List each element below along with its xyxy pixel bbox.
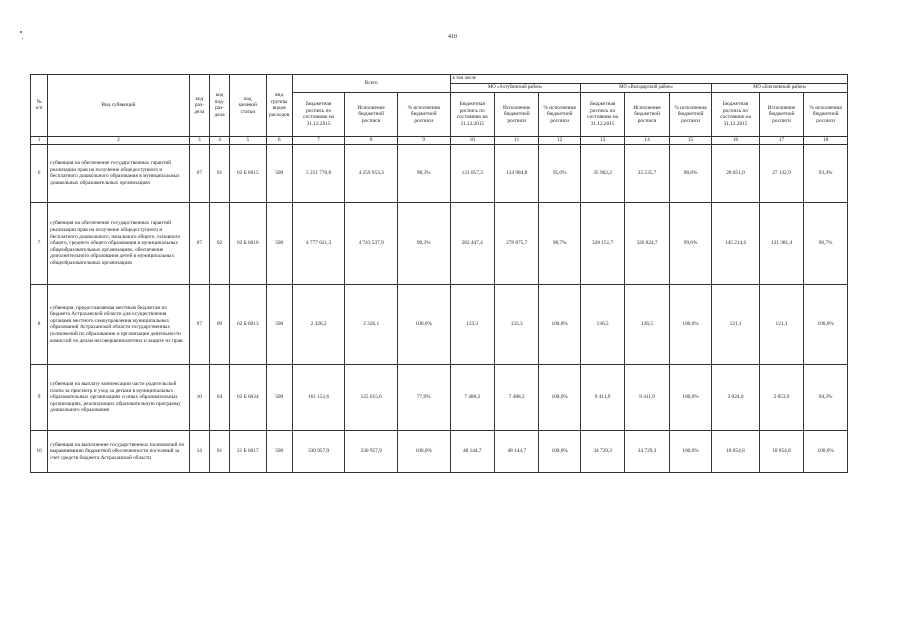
cell-podrazdel: 04 xyxy=(209,364,229,430)
column-number-cell: 9 xyxy=(397,136,450,144)
cell-d1-exec: 124 984,8 xyxy=(494,144,538,202)
cell-d2-pct: 98,8% xyxy=(669,144,711,202)
cell-d2-pct: 99,6% xyxy=(669,202,711,284)
table-body xyxy=(31,144,848,472)
col-header-pct: % исполнения бюджетной росписи xyxy=(397,92,450,136)
cell-total-exec: 330 957,9 xyxy=(345,430,398,472)
cell-total-budget: 161 151,6 xyxy=(292,364,345,430)
table-row xyxy=(31,202,848,284)
cell-csr: 21 Б 6017 xyxy=(230,430,266,472)
cell-d1-budget: 7 488,2 xyxy=(450,364,494,430)
cell-d3-budget: 3 024,0 xyxy=(712,364,760,430)
cell-total-budget: 5 251 770,8 xyxy=(292,144,345,202)
cell-d3-exec: 2 853,9 xyxy=(759,364,803,430)
budget-table xyxy=(30,74,848,473)
cell-d1-pct: 95,0% xyxy=(539,144,580,202)
table-row xyxy=(31,430,848,472)
cell-csr: 02 Б 6013 xyxy=(230,284,266,364)
header-row-1 xyxy=(31,75,848,84)
cell-d3-pct: 93,4% xyxy=(804,144,848,202)
cell-total-exec: 125 615,6 xyxy=(345,364,398,430)
column-number-cell: 18 xyxy=(804,136,848,144)
cell-d2-budget: 9 411,9 xyxy=(580,364,624,430)
col-header-total: Всего xyxy=(292,75,450,93)
col-header-num: № п/п xyxy=(31,75,48,137)
table-row xyxy=(31,144,848,202)
column-number-cell: 16 xyxy=(712,136,760,144)
column-number-cell: 2 xyxy=(48,136,190,144)
cell-total-exec: 4 743 537,9 xyxy=(345,202,398,284)
cell-total-pct: 77,9% xyxy=(397,364,450,430)
cell-csr: 02 Б 6024 xyxy=(230,364,266,430)
column-number-cell: 8 xyxy=(345,136,398,144)
cell-n: 6 xyxy=(31,144,48,202)
cell-d3-budget: 28 851,0 xyxy=(712,144,760,202)
cell-d3-exec: 121,1 xyxy=(759,284,803,364)
cell-vr: 500 xyxy=(266,364,292,430)
column-number-cell: 17 xyxy=(759,136,803,144)
cell-d3-exec: 27 132,9 xyxy=(759,144,803,202)
cell-total-exec: 2 326,1 xyxy=(345,284,398,364)
column-number-cell: 15 xyxy=(669,136,711,144)
cell-razdel: 07 xyxy=(189,144,209,202)
cell-vr: 500 xyxy=(266,202,292,284)
column-number-row xyxy=(31,136,848,144)
cell-d1-budget: 48 144,7 xyxy=(450,430,494,472)
col-header-including: в том числе xyxy=(450,75,848,84)
col-header-pct: % исполнения бюджетной росписи xyxy=(539,92,580,136)
cell-razdel: 07 xyxy=(189,284,209,364)
col-header-pct: % исполнения бюджетной росписи xyxy=(669,92,711,136)
table-row xyxy=(31,364,848,430)
cell-podrazdel: 01 xyxy=(209,144,229,202)
cell-d2-budget: 34 729,3 xyxy=(580,430,624,472)
table-row xyxy=(31,284,848,364)
col-header-razdel: код раз- дела xyxy=(189,75,209,137)
cell-total-exec: 4 259 953,3 xyxy=(345,144,398,202)
cell-vr: 500 xyxy=(266,144,292,202)
cell-d1-pct: 98,7% xyxy=(539,202,580,284)
cell-podrazdel: 02 xyxy=(209,202,229,284)
cell-d2-exec: 9 411,9 xyxy=(625,364,669,430)
col-header-exec: Исполнение бюджетной росписи xyxy=(625,92,669,136)
col-header-podrazdel: код под- раз- дела xyxy=(209,75,229,137)
cell-d3-budget: 18 854,8 xyxy=(712,430,760,472)
col-header-pct: % исполнения бюджетной росписи xyxy=(804,92,848,136)
cell-d1-budget: 133,3 xyxy=(450,284,494,364)
column-number-cell: 1 xyxy=(31,136,48,144)
col-header-budget: Бюджетная роспись по состоянию на 31.12.2015 xyxy=(450,92,494,136)
cell-total-pct: 98,3% xyxy=(397,144,450,202)
cell-podrazdel: 09 xyxy=(209,284,229,364)
cell-d2-pct: 100,0% xyxy=(669,284,711,364)
cell-d3-budget: 145 214,6 xyxy=(712,202,760,284)
column-number-cell: 6 xyxy=(266,136,292,144)
column-number-cell: 4 xyxy=(209,136,229,144)
row-description: субвенция, предоставляемая местным бюджетам из бюджета Астраханской области для осуществления органами местного самоуправления муниципальных образований Астраханской области государственных полномочий по образованию и организации деятельности комиссий по делам несовершеннолетних и защите их прав xyxy=(48,284,190,364)
cell-d2-exec: 34 729,3 xyxy=(625,430,669,472)
column-number-cell: 11 xyxy=(494,136,538,144)
col-header-vr: вид группы видов расходов xyxy=(266,75,292,137)
cell-d1-exec: 133,3 xyxy=(494,284,538,364)
cell-razdel: 07 xyxy=(189,202,209,284)
cell-d1-pct: 100,0% xyxy=(539,364,580,430)
cell-total-budget: 330 957,9 xyxy=(292,430,345,472)
cell-d2-pct: 100,0% xyxy=(669,364,711,430)
cell-n: 7 xyxy=(31,202,48,284)
cell-d1-exec: 48 144,7 xyxy=(494,430,538,472)
column-number-cell: 3 xyxy=(189,136,209,144)
col-header-budget: Бюджетная роспись по состоянию на 31.12.2015 xyxy=(712,92,760,136)
scan-speck xyxy=(22,38,23,39)
column-number-cell: 5 xyxy=(230,136,266,144)
cell-d2-budget: 35 962,2 xyxy=(580,144,624,202)
col-header-exec: Исполнение бюджетной росписи xyxy=(345,92,398,136)
page-number: 410 xyxy=(448,34,457,40)
col-header-exec: Исполнение бюджетной росписи xyxy=(759,92,803,136)
cell-podrazdel: 01 xyxy=(209,430,229,472)
col-header-district-1: МО «Ахтубинский район» xyxy=(450,83,580,92)
col-header-exec: Исполнение бюджетной росписи xyxy=(494,92,538,136)
cell-d3-exec: 131 381,4 xyxy=(759,202,803,284)
column-number-cell: 12 xyxy=(539,136,580,144)
cell-vr: 500 xyxy=(266,430,292,472)
cell-d2-pct: 100,0% xyxy=(669,430,711,472)
cell-d1-pct: 100,0% xyxy=(539,430,580,472)
cell-d2-exec: 35 535,7 xyxy=(625,144,669,202)
row-description: субвенция на обеспечение государственных гарантий реализации прав на получение общедоступного и бесплатного дошкольного образования в муниципальных дошкольных образовательных организациях xyxy=(48,144,190,202)
cell-total-pct: 100,0% xyxy=(397,430,450,472)
cell-d2-exec: 136,5 xyxy=(625,284,669,364)
scan-speck xyxy=(20,31,22,33)
row-description: субвенция на выполнение государственных полномочий по выравниванию бюджетной обеспеченности поселений за счет средств бюджета Астраханской области xyxy=(48,430,190,472)
row-description: субвенция на обеспечение государственных гарантий реализации прав на получение общедоступного и бесплатного дошкольного, начального общего, основного общего, среднего общего образования в муниципальных общеобразовательных организациях, обеспечение дополнительного образования детей в муниципальных общеобразовательных организациях xyxy=(48,202,190,284)
column-number-cell: 14 xyxy=(625,136,669,144)
cell-razdel: 14 xyxy=(189,430,209,472)
cell-d3-budget: 121,1 xyxy=(712,284,760,364)
column-number-cell: 10 xyxy=(450,136,494,144)
cell-d3-pct: 100,0% xyxy=(804,284,848,364)
col-header-budget: Бюджетная роспись по состоянию на 31.12.2015 xyxy=(580,92,624,136)
row-description: субвенция на выплату компенсации части родительской платы за присмотр и уход за детьми в муниципальных образовательных организациях и иных образовательных организациях, реализующих образовательную программу дошкольного образования xyxy=(48,364,190,430)
cell-vr: 500 xyxy=(266,284,292,364)
cell-n: 9 xyxy=(31,364,48,430)
cell-d3-exec: 18 854,8 xyxy=(759,430,803,472)
col-header-district-3: МО «Енотаевский район» xyxy=(712,83,848,92)
cell-n: 10 xyxy=(31,430,48,472)
cell-csr: 02 Б 6016 xyxy=(230,202,266,284)
col-header-district-2: МО «Володарский район» xyxy=(580,83,711,92)
cell-razdel: 10 xyxy=(189,364,209,430)
cell-d1-pct: 100,0% xyxy=(539,284,580,364)
cell-d1-budget: 282 447,4 xyxy=(450,202,494,284)
cell-d3-pct: 94,3% xyxy=(804,364,848,430)
cell-n: 8 xyxy=(31,284,48,364)
cell-d3-pct: 100,0% xyxy=(804,430,848,472)
cell-d2-budget: 136,5 xyxy=(580,284,624,364)
cell-total-budget: 4 777 621,3 xyxy=(292,202,345,284)
column-number-cell: 13 xyxy=(580,136,624,144)
col-header-csr: код целевой статьи xyxy=(230,75,266,137)
cell-d2-exec: 326 824,7 xyxy=(625,202,669,284)
col-header-type: Вид субвенций xyxy=(48,75,190,137)
cell-total-pct: 100,0% xyxy=(397,284,450,364)
cell-d1-exec: 7 488,2 xyxy=(494,364,538,430)
cell-d1-exec: 278 875,7 xyxy=(494,202,538,284)
column-number-cell: 7 xyxy=(292,136,345,144)
cell-d2-budget: 328 151,7 xyxy=(580,202,624,284)
cell-csr: 02 Б 6015 xyxy=(230,144,266,202)
cell-d1-budget: 131 057,3 xyxy=(450,144,494,202)
col-header-budget: Бюджетная роспись по состоянию на 31.12.2015 xyxy=(292,92,345,136)
cell-total-budget: 2 326,2 xyxy=(292,284,345,364)
cell-total-pct: 99,3% xyxy=(397,202,450,284)
cell-d3-pct: 90,7% xyxy=(804,202,848,284)
